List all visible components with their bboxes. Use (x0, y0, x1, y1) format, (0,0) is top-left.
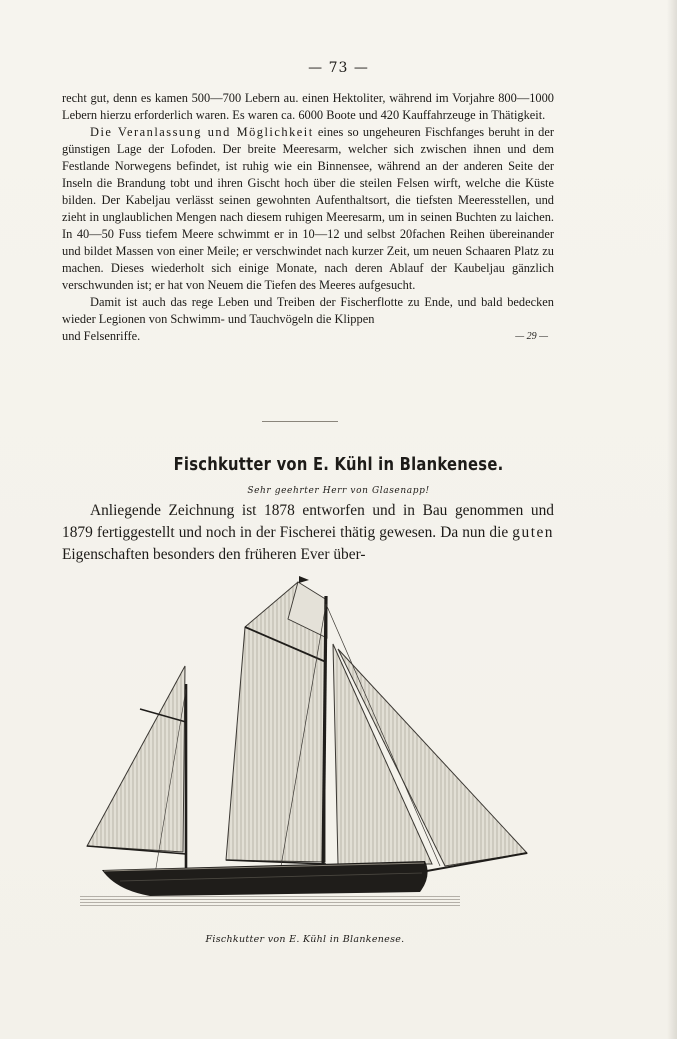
section-divider (262, 421, 338, 422)
article-lofoten-text (62, 90, 554, 345)
kutter-paragraph (62, 500, 554, 566)
hull (102, 861, 428, 896)
kutter-spaced-emphasis: guten (512, 524, 554, 541)
paragraph-3-end (62, 328, 554, 345)
paragraph-2 (62, 124, 554, 294)
author-signature: — 29 — (515, 331, 548, 342)
figure-caption: Fischkutter von E. Kühl in Blankenese. (205, 934, 405, 945)
page-number: — 73 — (308, 60, 369, 76)
boat-illustration (80, 574, 530, 919)
letter-salutation: Sehr geehrter Herr von Glasenapp! (247, 486, 430, 496)
paragraph-2-rest: eines so ungeheuren Fischfanges beruht in der günstigen Lage der Lofoden. Der breite Meeresarm, welcher sich zwischen ihnen und dem Festlande Norwegens befindet, ist ruhig wie ein Binnensee, während an der anderen Seite der Inseln die Brandung tobt und ihren Gischt hoch über die steilen Felsen wirft, welche die Küste bilden. Der Kabeljau verlässt seinen gewohnten Aufenthaltsort, die tiefsten Meeresstellen, und zieht in unglaublichen Mengen nach diesem ruhigen Meeresarm, um in seinen Buchten zu laichen. In 40—50 Fuss tiefem Meere schwimmt er in 10—12 und selbst 20fachen Reihen übereinander und bildet Massen von einer Meile; er verschwindet nach kurzer Zeit, um neuen Schaaren Platz zu machen. Dieses wiederholt sich einige Monate, nach deren Ablauf der Kaubeljau gänzlich verschwunden ist; er hat von Neuem die Tiefen des Meeres aufgesucht. (62, 125, 554, 292)
paragraph-3-last-line: und Felsenriffe. (62, 329, 141, 343)
article-kutter-text (62, 500, 554, 566)
paragraph-1: recht gut, denn es kamen 500—700 Lebern au. einen Hektoliter, während im Vorjahre 800—1000 Lebern hierzu erforderlich waren. Es waren ca. 6000 Boote und 420 Kauffahrzeuge in Thätigkeit. (62, 91, 554, 122)
mizzen-sail (87, 666, 185, 852)
article-title: Fischkutter von E. Kühl in Blankenese. (173, 454, 504, 475)
kutter-text-end: Eigenschaften besonders den früheren Ever über- (62, 546, 366, 563)
spaced-emphasis: Die Veranlassung und Möglichkeit (90, 125, 314, 139)
pennant (299, 576, 309, 583)
kutter-text-start: Anliegende Zeichnung ist 1878 entworfen und in Bau genommen und 1879 fertiggestellt und noch in der Fischerei thätig gewesen. Da nun die (62, 502, 554, 541)
water (80, 894, 460, 908)
fishing-cutter-drawing (80, 574, 530, 919)
paragraph-3: Damit ist auch das rege Leben und Treiben der Fischerflotte zu Ende, und bald bedecken wieder Legionen von Schwimm- und Tauchvögeln die Klippen (62, 295, 554, 326)
